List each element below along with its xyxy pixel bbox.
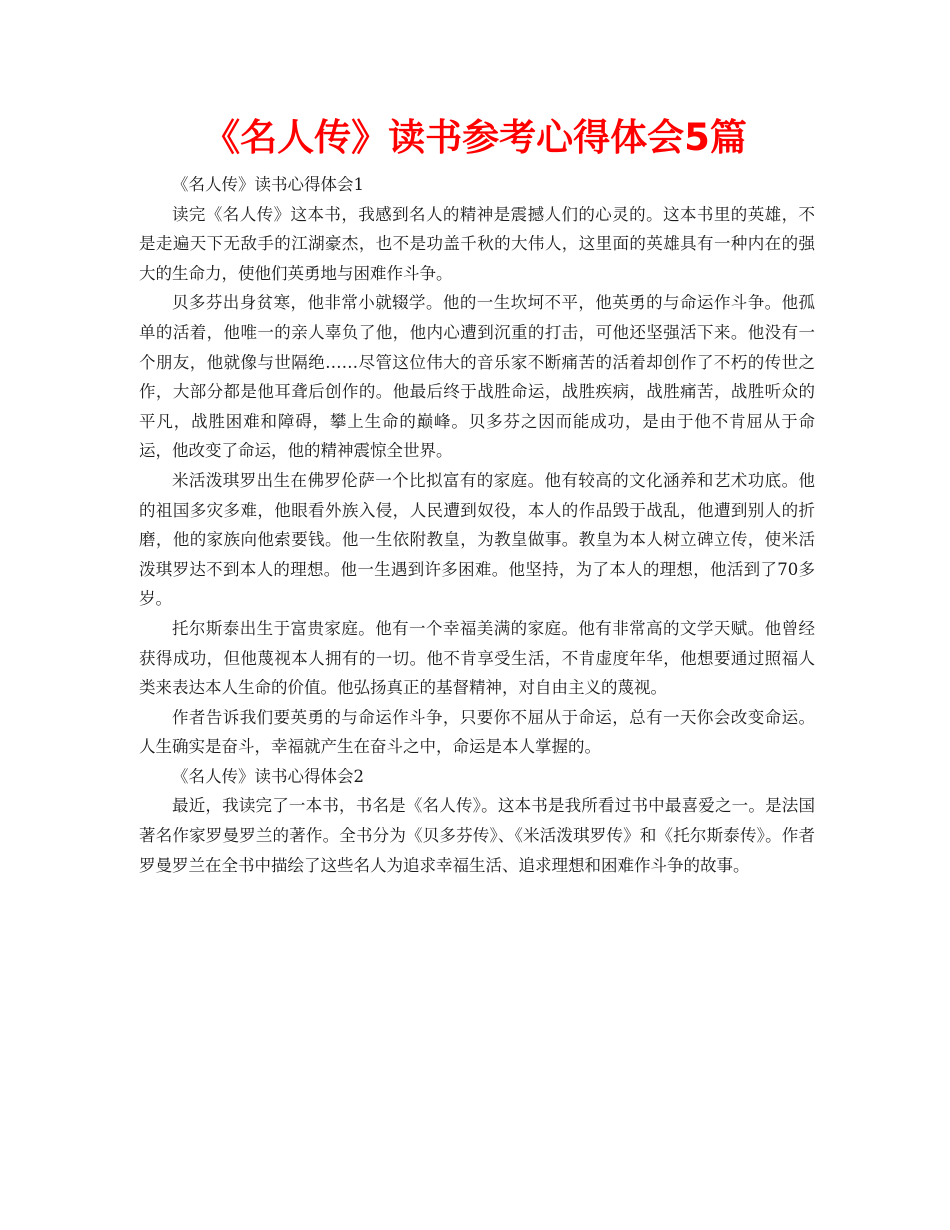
paragraph: 作者告诉我们要英勇的与命运作斗争，只要你不屈从于命运，总有一天你会改变命运。人生确实是奋斗，幸福就产生在奋斗之中，命运是本人掌握的。 [139, 707, 815, 757]
paragraph: 读完《名人传》这本书，我感到名人的精神是震撼人们的心灵的。这本书里的英雄，不是走遍天下无敌手的江湖豪杰，也不是功盖千秋的大伟人，这里面的英雄具有一种内在的强大的生命力，使他们英勇地与困难作斗争。 [139, 204, 815, 283]
paragraph: 托尔斯泰出生于富贵家庭。他有一个幸福美满的家庭。他有非常高的文学天赋。他曾经获得成功，但他蔑视本人拥有的一切。他不肯享受生活，不肯虚度年华，他想要通过照福人类来表达本人生命的价值。他弘扬真正的基督精神，对自由主义的蔑视。 [139, 618, 815, 698]
document-title: 《名人传》读书参考心得体会5篇 [203, 116, 747, 159]
document-body [139, 170, 815, 880]
paragraph: 米活泼琪罗出生在佛罗伦萨一个比拟富有的家庭。他有较高的文化涵养和艺术功底。他的祖国多灾多难，他眼看外族入侵，人民遭到奴役，本人的作品毁于战乱，他遭到别人的折磨，他的家族向他索要钱。他一生依附教皇，为教皇做事。教皇为本人树立碑立传，使米活泼琪罗达不到本人的理想。他一生遇到许多困难。他坚持，为了本人的理想，他活到了70多岁。 [139, 470, 815, 609]
section-heading-1: 《名人传》读书心得体会1 [172, 175, 364, 194]
section-heading-2: 《名人传》读书心得体会2 [172, 766, 364, 786]
paragraph: 最近，我读完了一本书，书名是《名人传》。这本书是我所看过书中最喜爱之一。是法国著名作家罗曼罗兰的著作。全书分为《贝多芬传》、《米活泼琪罗传》和《托尔斯泰传》。作者罗曼罗兰在全书中描绘了这些名人为追求幸福生活、追求理想和困难作斗争的故事。 [139, 796, 815, 875]
paragraph: 贝多芬出身贫寒，他非常小就辍学。他的一生坎坷不平，他英勇的与命运作斗争。他孤单的活着，他唯一的亲人辜负了他，他内心遭到沉重的打击，可他还坚强活下来。他没有一个朋友，他就像与世隔绝……尽管这位伟大的音乐家不断痛苦的活着却创作了不朽的传世之作，大部分都是他耳聋后创作的。他最后终于战胜命运，战胜疾病，战胜痛苦，战胜听众的平凡，战胜困难和障碍，攀上生命的巅峰。贝多芬之因而能成功，是由于他不肯屈从于命运，他改变了命运，他的精神震惊全世界。 [139, 293, 815, 461]
